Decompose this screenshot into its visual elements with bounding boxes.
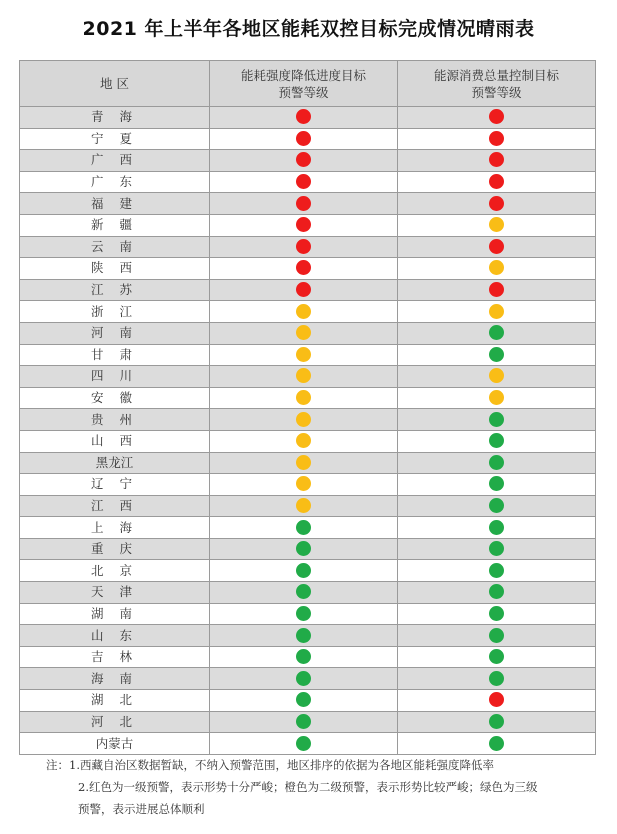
intensity-cell bbox=[210, 344, 398, 366]
intensity-cell bbox=[210, 366, 398, 388]
total-cell bbox=[398, 344, 596, 366]
region-cell bbox=[20, 366, 210, 388]
table-row bbox=[20, 538, 596, 560]
region-cell bbox=[20, 107, 210, 129]
region-cell bbox=[20, 733, 210, 755]
table-body bbox=[20, 107, 596, 755]
orange-dot-icon bbox=[296, 347, 311, 362]
green-dot-icon bbox=[489, 347, 504, 362]
region-name: 海 南 bbox=[91, 670, 138, 686]
region-name: 江 西 bbox=[91, 497, 138, 513]
table-row bbox=[20, 193, 596, 215]
table-row bbox=[20, 366, 596, 388]
warning-table bbox=[19, 60, 596, 755]
total-cell bbox=[398, 452, 596, 474]
region-name: 山 东 bbox=[91, 627, 138, 643]
intensity-cell bbox=[210, 214, 398, 236]
orange-dot-icon bbox=[296, 455, 311, 470]
total-cell bbox=[398, 625, 596, 647]
red-dot-icon bbox=[489, 282, 504, 297]
red-dot-icon bbox=[489, 131, 504, 146]
total-cell bbox=[398, 646, 596, 668]
region-name: 河 南 bbox=[91, 325, 138, 341]
intensity-cell bbox=[210, 452, 398, 474]
green-dot-icon bbox=[489, 563, 504, 578]
orange-dot-icon bbox=[296, 498, 311, 513]
region-cell bbox=[20, 668, 210, 690]
orange-dot-icon bbox=[296, 304, 311, 319]
region-cell bbox=[20, 430, 210, 452]
intensity-cell bbox=[210, 236, 398, 258]
intensity-cell bbox=[210, 430, 398, 452]
orange-dot-icon bbox=[489, 368, 504, 383]
region-name: 贵 州 bbox=[91, 411, 138, 427]
intensity-cell bbox=[210, 560, 398, 582]
total-cell bbox=[398, 690, 596, 712]
table-row bbox=[20, 517, 596, 539]
intensity-cell bbox=[210, 733, 398, 755]
region-name: 湖 北 bbox=[91, 692, 138, 708]
orange-dot-icon bbox=[296, 433, 311, 448]
intensity-cell bbox=[210, 258, 398, 280]
region-name: 福 建 bbox=[91, 195, 138, 211]
red-dot-icon bbox=[296, 152, 311, 167]
green-dot-icon bbox=[296, 628, 311, 643]
intensity-cell bbox=[210, 128, 398, 150]
red-dot-icon bbox=[489, 692, 504, 707]
region-name: 湖 南 bbox=[91, 605, 138, 621]
intensity-cell bbox=[210, 625, 398, 647]
total-cell bbox=[398, 193, 596, 215]
intensity-cell bbox=[210, 646, 398, 668]
orange-dot-icon bbox=[296, 325, 311, 340]
red-dot-icon bbox=[489, 152, 504, 167]
table-row bbox=[20, 690, 596, 712]
total-cell bbox=[398, 409, 596, 431]
green-dot-icon bbox=[489, 476, 504, 491]
red-dot-icon bbox=[296, 174, 311, 189]
region-cell bbox=[20, 495, 210, 517]
total-cell bbox=[398, 107, 596, 129]
region-cell bbox=[20, 646, 210, 668]
green-dot-icon bbox=[296, 671, 311, 686]
green-dot-icon bbox=[489, 520, 504, 535]
green-dot-icon bbox=[489, 584, 504, 599]
table-row bbox=[20, 279, 596, 301]
region-name: 天 津 bbox=[91, 584, 138, 600]
table-row bbox=[20, 387, 596, 409]
region-cell bbox=[20, 538, 210, 560]
region-cell bbox=[20, 625, 210, 647]
green-dot-icon bbox=[489, 606, 504, 621]
table-row bbox=[20, 301, 596, 323]
table-row bbox=[20, 603, 596, 625]
table-row bbox=[20, 582, 596, 604]
total-cell bbox=[398, 128, 596, 150]
green-dot-icon bbox=[489, 433, 504, 448]
region-name: 广 东 bbox=[91, 174, 138, 190]
green-dot-icon bbox=[296, 736, 311, 751]
orange-dot-icon bbox=[296, 476, 311, 491]
region-cell bbox=[20, 409, 210, 431]
red-dot-icon bbox=[489, 239, 504, 254]
intensity-cell bbox=[210, 603, 398, 625]
header-intensity-line1: 能耗强度降低进度目标 bbox=[240, 67, 366, 83]
region-name: 云 南 bbox=[91, 238, 138, 254]
green-dot-icon bbox=[489, 736, 504, 751]
orange-dot-icon bbox=[489, 260, 504, 275]
red-dot-icon bbox=[489, 174, 504, 189]
total-cell bbox=[398, 171, 596, 193]
region-cell bbox=[20, 236, 210, 258]
green-dot-icon bbox=[296, 714, 311, 729]
table-row bbox=[20, 128, 596, 150]
table-row bbox=[20, 150, 596, 172]
green-dot-icon bbox=[489, 714, 504, 729]
region-name: 陕 西 bbox=[91, 260, 138, 276]
region-name: 北 京 bbox=[91, 562, 138, 578]
intensity-cell bbox=[210, 171, 398, 193]
orange-dot-icon bbox=[489, 390, 504, 405]
total-cell bbox=[398, 560, 596, 582]
intensity-cell bbox=[210, 107, 398, 129]
total-cell bbox=[398, 150, 596, 172]
total-cell bbox=[398, 711, 596, 733]
region-name: 广 西 bbox=[91, 152, 138, 168]
region-name: 青 海 bbox=[91, 109, 138, 125]
total-cell bbox=[398, 322, 596, 344]
region-cell bbox=[20, 150, 210, 172]
table-row bbox=[20, 171, 596, 193]
region-name: 内蒙古 bbox=[95, 735, 134, 751]
total-cell bbox=[398, 538, 596, 560]
intensity-cell bbox=[210, 301, 398, 323]
region-name: 四 川 bbox=[91, 368, 138, 384]
region-name: 江 苏 bbox=[91, 282, 138, 298]
intensity-cell bbox=[210, 538, 398, 560]
region-cell bbox=[20, 344, 210, 366]
total-cell bbox=[398, 258, 596, 280]
intensity-cell bbox=[210, 668, 398, 690]
green-dot-icon bbox=[489, 671, 504, 686]
total-cell bbox=[398, 387, 596, 409]
total-cell bbox=[398, 301, 596, 323]
red-dot-icon bbox=[296, 239, 311, 254]
orange-dot-icon bbox=[296, 412, 311, 427]
table-row bbox=[20, 733, 596, 755]
total-cell bbox=[398, 603, 596, 625]
intensity-cell bbox=[210, 150, 398, 172]
region-cell bbox=[20, 560, 210, 582]
green-dot-icon bbox=[296, 606, 311, 621]
table-row bbox=[20, 646, 596, 668]
region-name: 黑龙江 bbox=[95, 454, 134, 470]
red-dot-icon bbox=[489, 109, 504, 124]
total-cell bbox=[398, 279, 596, 301]
green-dot-icon bbox=[296, 649, 311, 664]
green-dot-icon bbox=[296, 692, 311, 707]
total-cell bbox=[398, 495, 596, 517]
region-cell bbox=[20, 603, 210, 625]
region-cell bbox=[20, 452, 210, 474]
green-dot-icon bbox=[296, 541, 311, 556]
red-dot-icon bbox=[296, 282, 311, 297]
header-region-label: 地 区 bbox=[100, 76, 129, 91]
region-cell bbox=[20, 690, 210, 712]
region-name: 浙 江 bbox=[91, 303, 138, 319]
intensity-cell bbox=[210, 193, 398, 215]
region-cell bbox=[20, 517, 210, 539]
table-row bbox=[20, 452, 596, 474]
intensity-cell bbox=[210, 495, 398, 517]
green-dot-icon bbox=[296, 520, 311, 535]
total-cell bbox=[398, 214, 596, 236]
orange-dot-icon bbox=[489, 304, 504, 319]
intensity-cell bbox=[210, 711, 398, 733]
region-name: 辽 宁 bbox=[91, 476, 138, 492]
total-cell bbox=[398, 582, 596, 604]
region-cell bbox=[20, 711, 210, 733]
region-name: 宁 夏 bbox=[91, 130, 138, 146]
page-title: 2021 年上半年各地区能耗双控目标完成情况晴雨表 bbox=[82, 18, 535, 40]
intensity-cell bbox=[210, 409, 398, 431]
note-2-line-1: 2.红色为一级预警，表示形势十分严峻；橙色为二级预警，表示形势比较严峻；绿色为三级 bbox=[78, 780, 538, 794]
table-row bbox=[20, 711, 596, 733]
header-intensity-line2: 预警等级 bbox=[278, 84, 329, 100]
total-cell bbox=[398, 474, 596, 496]
region-name: 吉 林 bbox=[91, 649, 138, 665]
green-dot-icon bbox=[296, 584, 311, 599]
total-cell bbox=[398, 366, 596, 388]
intensity-cell bbox=[210, 474, 398, 496]
region-cell bbox=[20, 301, 210, 323]
table-row bbox=[20, 214, 596, 236]
note-1: 注：1.西藏自治区数据暂缺，不纳入预警范围，地区排序的依据为各地区能耗强度降低率 bbox=[46, 758, 494, 772]
region-cell bbox=[20, 171, 210, 193]
table-row bbox=[20, 495, 596, 517]
total-cell bbox=[398, 430, 596, 452]
table-row bbox=[20, 344, 596, 366]
region-cell bbox=[20, 387, 210, 409]
region-cell bbox=[20, 474, 210, 496]
red-dot-icon bbox=[296, 260, 311, 275]
table-row bbox=[20, 625, 596, 647]
red-dot-icon bbox=[296, 196, 311, 211]
green-dot-icon bbox=[489, 649, 504, 664]
region-cell bbox=[20, 214, 210, 236]
table-row bbox=[20, 668, 596, 690]
note-2-line-2: 预警，表示进展总体顺利 bbox=[78, 802, 205, 816]
header-total-line2: 预警等级 bbox=[471, 84, 522, 100]
intensity-cell bbox=[210, 279, 398, 301]
region-name: 安 徽 bbox=[91, 390, 138, 406]
red-dot-icon bbox=[296, 217, 311, 232]
region-name: 河 北 bbox=[91, 713, 138, 729]
region-cell bbox=[20, 279, 210, 301]
intensity-cell bbox=[210, 517, 398, 539]
orange-dot-icon bbox=[489, 217, 504, 232]
region-cell bbox=[20, 193, 210, 215]
intensity-cell bbox=[210, 582, 398, 604]
green-dot-icon bbox=[489, 412, 504, 427]
region-name: 山 西 bbox=[91, 433, 138, 449]
region-name: 重 庆 bbox=[91, 541, 138, 557]
table-row bbox=[20, 236, 596, 258]
green-dot-icon bbox=[489, 498, 504, 513]
orange-dot-icon bbox=[296, 368, 311, 383]
intensity-cell bbox=[210, 690, 398, 712]
total-cell bbox=[398, 668, 596, 690]
region-name: 甘 肃 bbox=[91, 346, 138, 362]
table-row bbox=[20, 258, 596, 280]
green-dot-icon bbox=[489, 628, 504, 643]
green-dot-icon bbox=[296, 563, 311, 578]
header-total-line1: 能源消费总量控制目标 bbox=[433, 67, 559, 83]
intensity-cell bbox=[210, 387, 398, 409]
region-cell bbox=[20, 582, 210, 604]
region-name: 新 疆 bbox=[91, 217, 138, 233]
orange-dot-icon bbox=[296, 390, 311, 405]
total-cell bbox=[398, 733, 596, 755]
table-row bbox=[20, 409, 596, 431]
green-dot-icon bbox=[489, 455, 504, 470]
header-region bbox=[20, 61, 210, 107]
table-row bbox=[20, 322, 596, 344]
intensity-cell bbox=[210, 322, 398, 344]
table-row bbox=[20, 474, 596, 496]
region-cell bbox=[20, 258, 210, 280]
region-cell bbox=[20, 128, 210, 150]
header-total bbox=[398, 61, 596, 107]
total-cell bbox=[398, 236, 596, 258]
table-header-row bbox=[20, 61, 596, 107]
table-row bbox=[20, 560, 596, 582]
total-cell bbox=[398, 517, 596, 539]
table-row bbox=[20, 107, 596, 129]
region-name: 上 海 bbox=[91, 519, 138, 535]
green-dot-icon bbox=[489, 541, 504, 556]
region-cell bbox=[20, 322, 210, 344]
red-dot-icon bbox=[296, 131, 311, 146]
green-dot-icon bbox=[489, 325, 504, 340]
red-dot-icon bbox=[489, 196, 504, 211]
notes bbox=[46, 754, 606, 820]
table-row bbox=[20, 430, 596, 452]
header-intensity bbox=[210, 61, 398, 107]
red-dot-icon bbox=[296, 109, 311, 124]
